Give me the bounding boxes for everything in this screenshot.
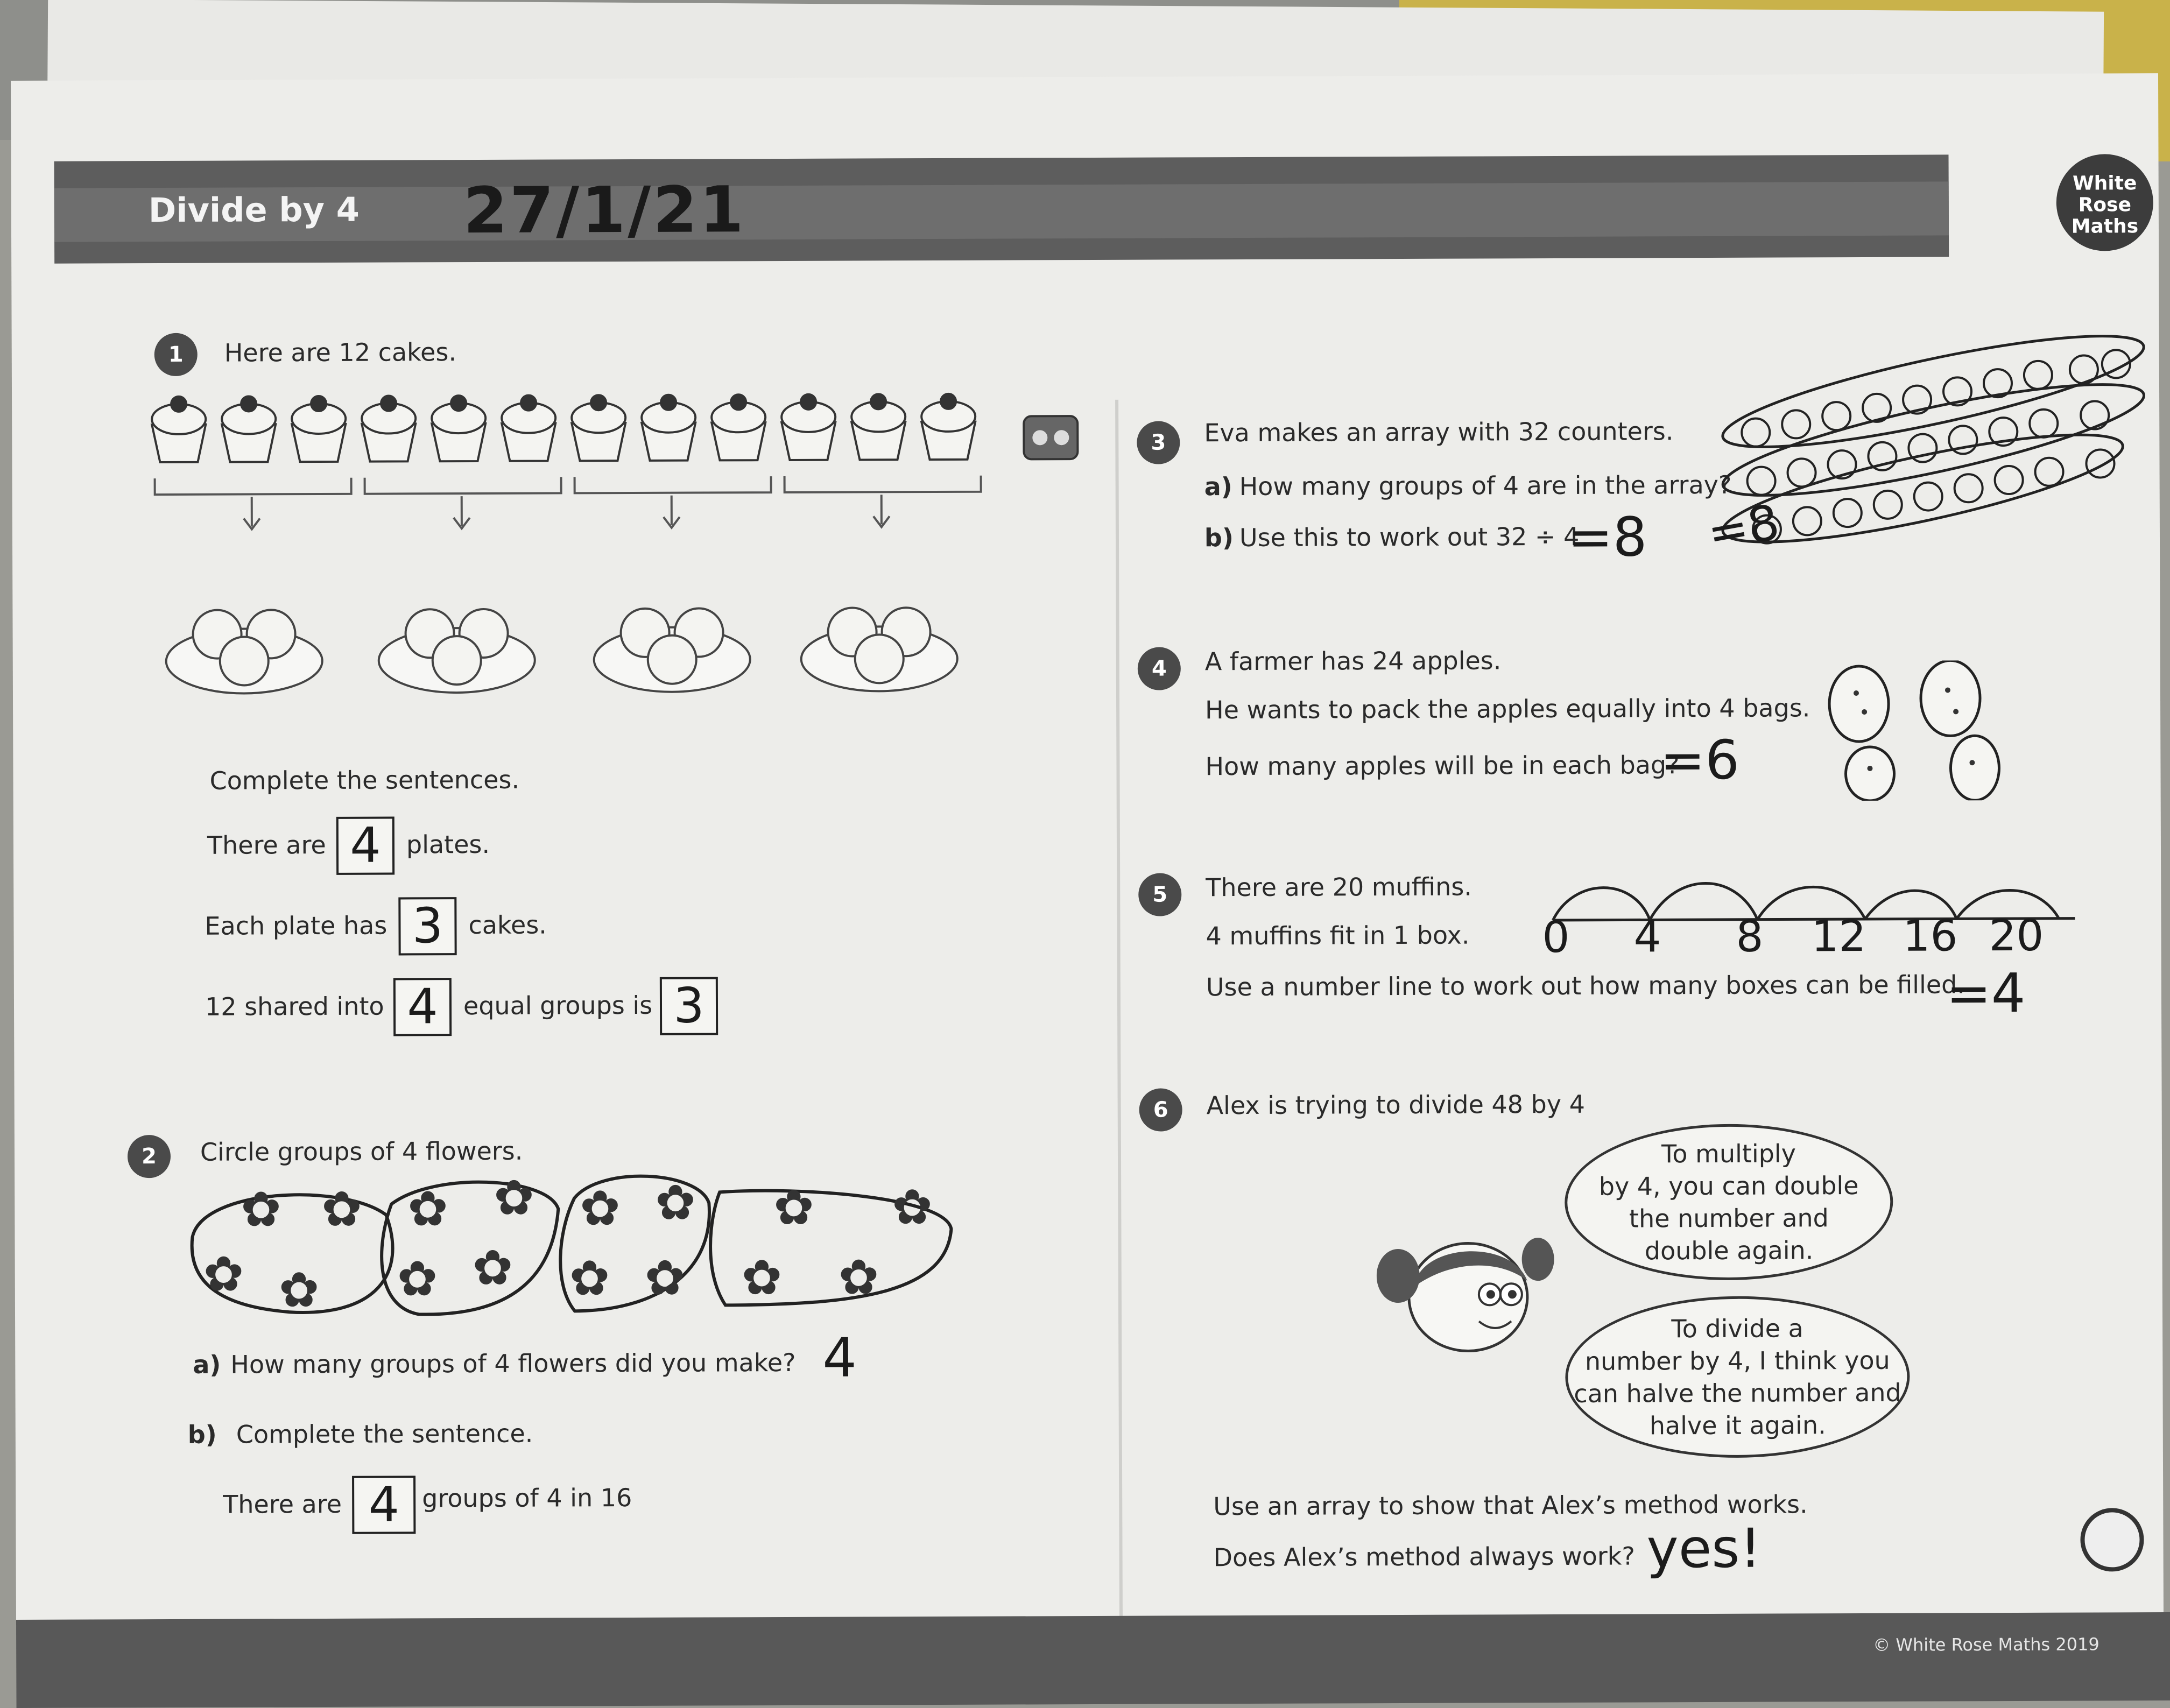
q5-question: Use a number line to work out how many boxes can be filled.: [1206, 970, 1965, 1002]
q1-answer-box-plates[interactable]: 4: [336, 817, 394, 875]
cupcake-icon: [502, 395, 555, 461]
q3b-label: b): [1204, 523, 1234, 553]
q2b-instruction: Complete the sentence.: [236, 1418, 533, 1449]
number-line-label: 0: [1542, 912, 1570, 963]
logo-line-2: Rose: [2078, 194, 2132, 216]
svg-text:✿: ✿: [655, 1174, 696, 1231]
worksheet-page: [11, 73, 2164, 1655]
svg-text:✿: ✿: [569, 1250, 610, 1307]
copyright-text: © White Rose Maths 2019: [1873, 1634, 2099, 1655]
q4-handwritten-answer: =6: [1660, 728, 1740, 792]
svg-text:✿: ✿: [241, 1181, 281, 1238]
q1-answer-box-result[interactable]: 3: [660, 977, 718, 1035]
footer-bar: [16, 1612, 2170, 1708]
svg-text:✿: ✿: [838, 1249, 879, 1306]
q2-intro: Circle groups of 4 flowers.: [200, 1136, 523, 1167]
cupcake-icon: [711, 394, 765, 460]
alex-character-icon: [1376, 1227, 1554, 1357]
q4-line2: He wants to pack the apples equally into 4 bags.: [1205, 693, 1810, 725]
q1-sentence3-middle: equal groups is: [463, 990, 653, 1021]
logo-line-3: Maths: [2071, 215, 2139, 238]
question-3-number: 3: [1137, 421, 1180, 464]
flowers-illustration: [181, 1164, 962, 1329]
q2b-sentence-start: There are: [223, 1489, 342, 1519]
q3-array-handwritten-answer: =8: [1703, 493, 1784, 562]
speech-bubble-multiply: [1565, 1124, 1893, 1281]
q2a-label: a): [193, 1350, 221, 1379]
cupcake-icon: [292, 396, 346, 462]
q3b-question: Use this to work out 32 ÷ 4: [1239, 521, 1580, 553]
cupcake-icon: [362, 396, 415, 461]
cupcake-icon: [152, 397, 206, 462]
bubble1-line: by 4, you can double: [1598, 1171, 1859, 1201]
svg-text:✿: ✿: [892, 1179, 933, 1236]
question-1-number: 1: [154, 333, 198, 376]
svg-text:✿: ✿: [397, 1251, 438, 1308]
number-line-label: 20: [1989, 910, 2044, 961]
speech-bubble-divide: [1565, 1296, 1910, 1458]
q2a-handwritten-answer: 4: [822, 1326, 857, 1389]
q6-question: Does Alex’s method always work?: [1213, 1541, 1635, 1572]
worksheet-title: Divide by 4: [148, 189, 360, 230]
q6-intro: Alex is trying to divide 48 by 4: [1206, 1089, 1586, 1120]
q2b-label: b): [187, 1420, 217, 1449]
cupcake-row: [152, 394, 975, 462]
q2a-question: How many groups of 4 flowers did you make?: [230, 1347, 796, 1379]
question-6-number: 6: [1139, 1088, 1182, 1131]
q2b-answer-box[interactable]: 4: [352, 1476, 415, 1534]
svg-text:✿: ✿: [580, 1180, 621, 1237]
q5-line2: 4 muffins fit in 1 box.: [1206, 920, 1470, 951]
q3a-label: a): [1204, 472, 1232, 502]
question-4-number: 4: [1138, 647, 1181, 690]
grouping-brackets: [155, 476, 981, 530]
cupcake-icon: [851, 394, 905, 460]
q6-handwritten-answer: yes!: [1646, 1516, 1762, 1580]
q3a-question: How many groups of 4 are in the array?: [1239, 470, 1732, 502]
cupcake-icon: [222, 396, 276, 462]
cupcake-icon: [781, 394, 835, 460]
q1-answer-box-cakes[interactable]: 3: [398, 897, 456, 955]
bubble1-line: double again.: [1644, 1236, 1814, 1266]
bubble1-line: To multiply: [1661, 1139, 1796, 1169]
number-line-label: 12: [1811, 911, 1866, 962]
q1-intro: Here are 12 cakes.: [224, 337, 457, 368]
q1-sentence1-end: plates.: [406, 829, 490, 859]
svg-text:✿: ✿: [494, 1169, 534, 1226]
bubble2-line: To divide a: [1671, 1314, 1803, 1344]
bubble2-line: halve it again.: [1649, 1410, 1826, 1441]
bubble2-line: number by 4, I think you: [1584, 1345, 1890, 1376]
cakes-illustration: [146, 390, 998, 737]
q1-sentence2-end: cakes.: [468, 910, 547, 940]
svg-text:✿: ✿: [407, 1181, 448, 1238]
svg-text:✿: ✿: [472, 1239, 513, 1297]
cupcake-icon: [921, 394, 975, 460]
cupcake-icon: [642, 395, 695, 461]
svg-text:✿: ✿: [741, 1250, 783, 1307]
column-divider: [1115, 400, 1123, 1627]
handwritten-date: 27/1/21: [463, 172, 746, 248]
cupcake-icon: [572, 395, 625, 461]
q2b-sentence-end: groups of 4 in 16: [422, 1483, 632, 1513]
bubble2-line: can halve the number and: [1574, 1378, 1901, 1408]
q3b-handwritten-answer: =8: [1567, 505, 1647, 569]
q5-line1: There are 20 muffins.: [1206, 872, 1472, 902]
q6-line1: Use an array to show that Alex’s method works.: [1213, 1490, 1808, 1521]
stopwatch-icon: [2077, 1505, 2147, 1575]
q1-sentence3-start: 12 shared into: [205, 991, 384, 1021]
svg-text:✿: ✿: [203, 1246, 244, 1303]
q1-instruction: Complete the sentences.: [209, 765, 520, 795]
svg-text:✿: ✿: [644, 1250, 686, 1307]
q1-sentence2-start: Each plate has: [205, 911, 388, 941]
q1-answer-box-groups[interactable]: 4: [393, 978, 452, 1036]
q1-sentence1-start: There are: [207, 830, 326, 860]
q4-question: How many apples will be in each bag?: [1205, 750, 1680, 781]
cupcake-icon: [432, 396, 485, 461]
question-5-number: 5: [1138, 873, 1181, 916]
apples-drawing: [1827, 660, 2005, 801]
question-2-number: 2: [128, 1135, 171, 1178]
q3-intro: Eva makes an array with 32 counters.: [1204, 417, 1674, 448]
q4-line1: A farmer has 24 apples.: [1204, 646, 1502, 676]
svg-text:✿: ✿: [773, 1179, 814, 1237]
plates-of-cakes: [166, 608, 957, 694]
bubble1-line: the number and: [1629, 1203, 1829, 1233]
white-rose-maths-logo: [2056, 154, 2154, 251]
svg-text:✿: ✿: [278, 1262, 320, 1319]
logo-line-1: White: [2072, 172, 2137, 195]
number-line-label: 16: [1903, 911, 1958, 961]
cube-icon: [1018, 405, 1083, 464]
svg-text:✿: ✿: [321, 1181, 362, 1238]
number-line-label: 8: [1736, 911, 1764, 962]
number-line-label: 4: [1633, 912, 1661, 962]
q5-handwritten-answer: =4: [1946, 961, 2026, 1025]
